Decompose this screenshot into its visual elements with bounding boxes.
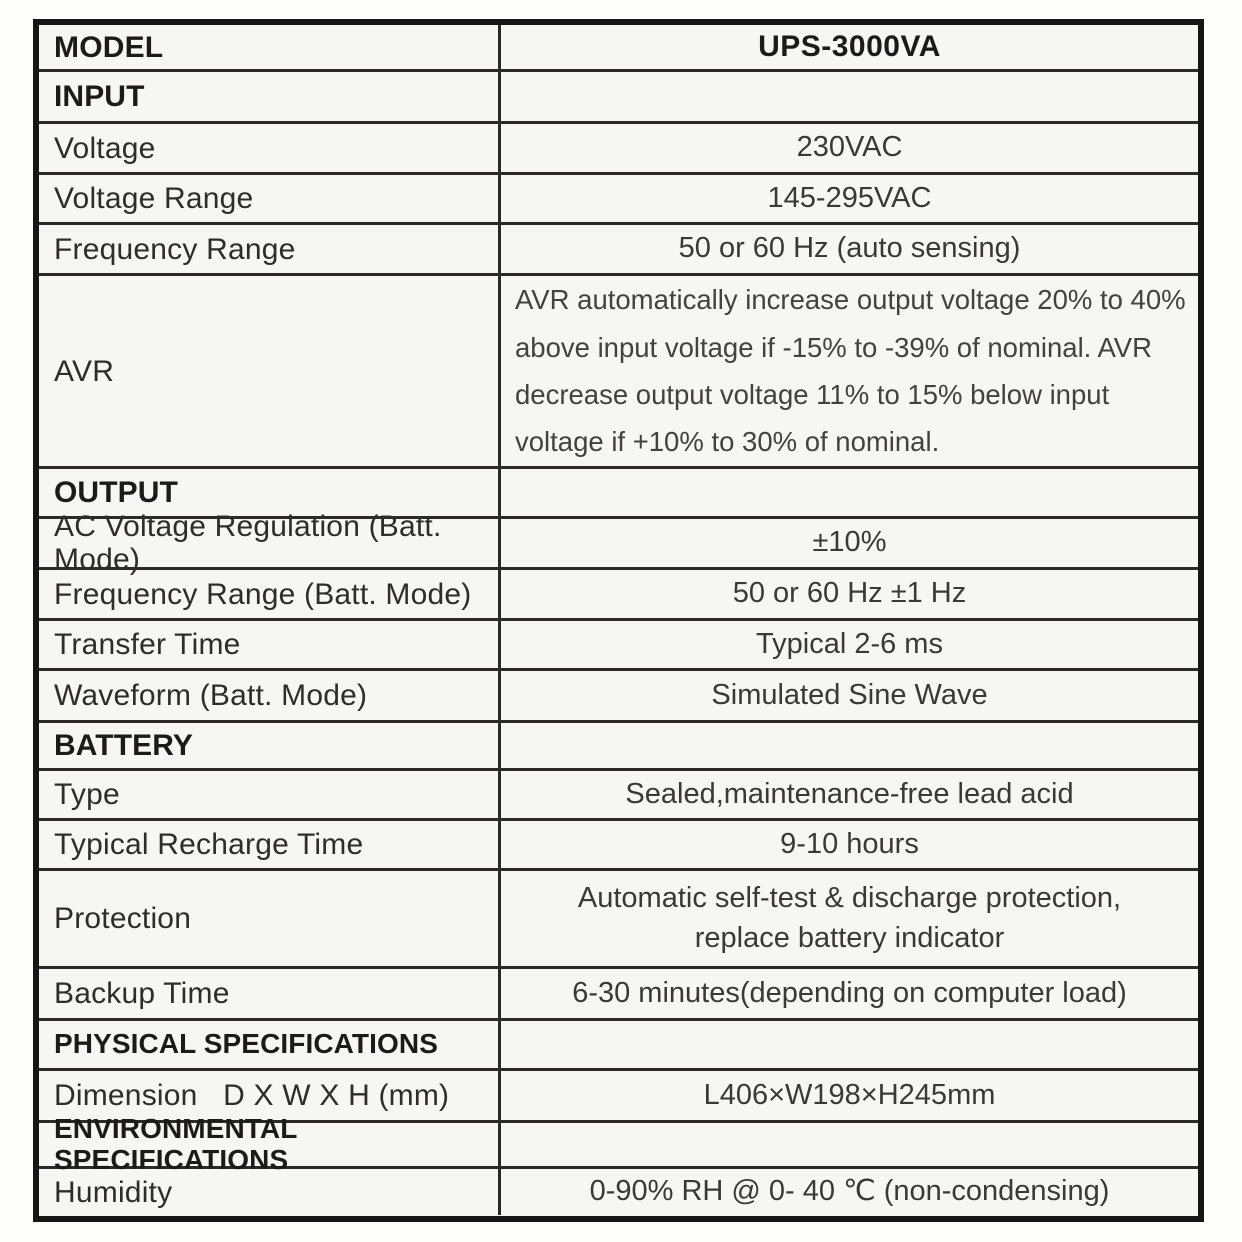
row-label-waveform-batt-mode: Waveform (Batt. Mode) (39, 671, 501, 720)
table-row-input (39, 72, 1198, 124)
table-row-environmental-specifications (39, 1112, 1198, 1175)
row-value-battery (501, 723, 1198, 768)
row-value-waveform-batt-mode: Simulated Sine Wave (711, 678, 988, 711)
table-row-frequency-range-batt-mode (39, 570, 1198, 621)
row-value-model: UPS-3000VA (758, 29, 941, 63)
row-value-line: voltage if +10% to 30% of nominal. (515, 426, 940, 458)
row-value-line: AVR automatically increase output voltage 20% to 40% (515, 284, 1186, 316)
row-label-model: MODEL (39, 25, 501, 69)
row-value-output (501, 469, 1198, 516)
table-row-backup-time (39, 969, 1198, 1021)
row-value-backup-time: 6-30 minutes(depending on computer load) (572, 976, 1127, 1009)
table-row-avr (39, 276, 1198, 469)
row-value-line: above input voltage if -15% to -39% of nominal. AVR (515, 331, 1152, 363)
row-label-avr: AVR (39, 276, 501, 466)
row-label-input: INPUT (39, 72, 501, 121)
row-label-type: Type (39, 771, 501, 818)
row-value-protection (501, 871, 1198, 966)
row-value-typical-recharge-time: 9-10 hours (780, 827, 919, 860)
row-label-voltage-range: Voltage Range (39, 175, 501, 222)
row-value-environmental-specifications (501, 1123, 1198, 1166)
row-label-output: OUTPUT (39, 469, 501, 516)
row-value-line: decrease output voltage 11% to 15% below input (515, 379, 1110, 410)
table-row-protection (39, 871, 1198, 969)
table-row-battery (39, 723, 1198, 771)
table-row-physical-specifications (39, 1021, 1198, 1071)
row-label-dimension-d-x-w-x-h-mm: Dimension D X W X H (mm) (39, 1071, 501, 1120)
row-value-transfer-time: Typical 2-6 ms (756, 627, 943, 660)
table-row-frequency-range (39, 225, 1198, 276)
row-label-environmental-specifications: ENVIRONMENTAL SPECIFICATIONS (39, 1123, 501, 1166)
row-value-dimension-d-x-w-x-h-mm: L406×W198×H245mm (703, 1078, 996, 1111)
row-label-frequency-range-batt-mode: Frequency Range (Batt. Mode) (39, 570, 501, 618)
row-label-voltage: Voltage (39, 124, 501, 172)
table-row-humidity (39, 1169, 1198, 1215)
row-value-input (501, 72, 1198, 121)
row-value-physical-specifications (501, 1021, 1198, 1068)
row-label-ac-voltage-regulation-batt-mode: AC Voltage Regulation (Batt. Mode) (39, 519, 501, 567)
row-value-voltage: 230VAC (796, 131, 903, 164)
row-value-line: Automatic self-test & discharge protection, (577, 882, 1122, 915)
table-row-model (39, 25, 1198, 72)
row-value-type: Sealed,maintenance-free lead acid (625, 777, 1074, 810)
table-row-transfer-time (39, 621, 1198, 671)
row-value-avr (501, 276, 1198, 466)
row-label-backup-time: Backup Time (39, 969, 501, 1018)
table-row-voltage (39, 124, 1198, 175)
row-label-typical-recharge-time: Typical Recharge Time (39, 821, 501, 868)
spec-table (33, 19, 1204, 1222)
row-label-frequency-range: Frequency Range (39, 225, 501, 273)
table-row-ac-voltage-regulation-batt-mode (39, 510, 1198, 576)
row-label-transfer-time: Transfer Time (39, 621, 501, 668)
row-value-humidity: 0-90% RH @ 0- 40 ℃ (non-condensing) (589, 1175, 1110, 1208)
table-row-waveform-batt-mode (39, 671, 1198, 723)
row-value-frequency-range-batt-mode: 50 or 60 Hz ±1 Hz (732, 577, 967, 610)
table-row-typical-recharge-time (39, 821, 1198, 871)
row-value-voltage-range: 145-295VAC (767, 181, 932, 214)
table-row-voltage-range (39, 175, 1198, 225)
row-label-humidity: Humidity (39, 1169, 501, 1215)
row-value-ac-voltage-regulation-batt-mode: ±10% (812, 526, 887, 559)
row-label-physical-specifications: PHYSICAL SPECIFICATIONS (39, 1021, 501, 1068)
row-label-protection: Protection (39, 871, 501, 966)
row-value-line: replace battery indicator (694, 921, 1005, 954)
row-value-frequency-range: 50 or 60 Hz (auto sensing) (678, 232, 1021, 265)
row-label-battery: BATTERY (39, 723, 501, 768)
table-row-type (39, 771, 1198, 821)
